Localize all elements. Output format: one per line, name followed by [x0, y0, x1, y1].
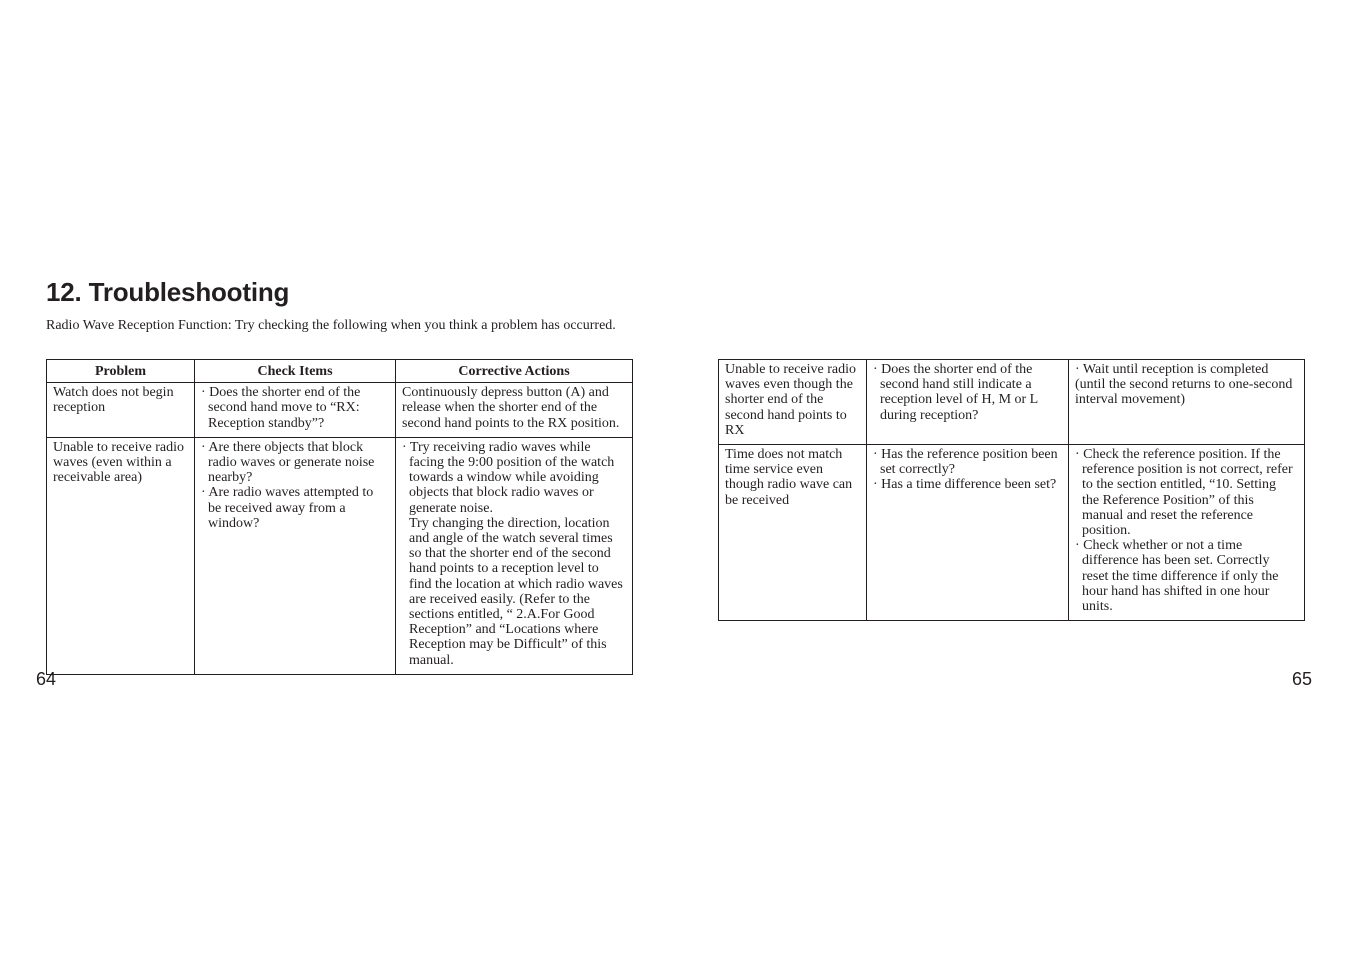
page-number-right: 65 [1292, 669, 1313, 689]
header-problem: Problem [47, 360, 195, 383]
header-check-items: Check Items [195, 360, 396, 383]
corrective-action-cell [396, 437, 633, 674]
corrective-action-cell: · Wait until reception is completed (until the second returns to one-second interval movement) [1069, 360, 1305, 445]
action-item: · Check the reference position. If the reference position is not correct, refer to the section entitled, “10. Setting the Reference Position” of this manual and reset the reference position. [1075, 447, 1293, 539]
problem-cell: Unable to receive radio waves (even within a receivable area) [47, 437, 195, 674]
intro-text: Radio Wave Reception Function: Try checking the following when you think a problem has occurred. [46, 318, 616, 333]
table-row [719, 445, 1305, 621]
page-title: 12. Troubleshooting [46, 277, 290, 307]
table-header-row [47, 360, 633, 383]
check-item: · Are radio waves attempted to be received away from a window? [201, 485, 374, 531]
table-row [47, 383, 633, 438]
table-row [47, 437, 633, 674]
troubleshooting-table-left [46, 359, 633, 675]
problem-cell: Time does not match time service even though radio wave can be received [719, 445, 867, 621]
page-number-left: 64 [36, 669, 57, 689]
check-item: · Has the reference position been set correctly? [873, 447, 1058, 478]
check-item: · Are there objects that block radio waves or generate noise nearby? [201, 439, 375, 486]
action-item: · Try receiving radio waves while facing the 9:00 position of the watch towards a window while avoiding objects that block radio waves or generate noise. [402, 439, 615, 516]
check-items-cell [195, 383, 396, 438]
corrective-action-cell: Continuously depress button (A) and release when the shorter end of the second hand points to the RX position. [396, 383, 633, 438]
table-row [719, 360, 1305, 445]
header-corrective-actions: Corrective Actions [396, 360, 633, 383]
action-continuation: Try changing the direction, location and angle of the watch several times so that the shorter end of the second hand points to a reception level to find the location at which radio waves are received easily. (Refer to the sections entitled, “ 2.A.For Good Reception” and “Locations where Reception may be Difficult” of this manual. [409, 515, 623, 668]
problem-cell: Unable to receive radio waves even though the shorter end of the second hand points to RX [719, 360, 867, 445]
check-item: · Does the shorter end of the second hand still indicate a reception level of H, M or L during reception? [873, 362, 1038, 423]
problem-cell: Watch does not begin reception [47, 383, 195, 438]
check-items-cell [195, 437, 396, 674]
troubleshooting-table-right [718, 359, 1305, 621]
corrective-action-cell [1069, 445, 1305, 621]
check-items-cell [867, 445, 1069, 621]
check-items-cell [867, 360, 1069, 445]
check-item: · Has a time difference been set? [873, 477, 1057, 493]
action-item: · Check whether or not a time difference has been set. Correctly reset the time difference if only the hour hand has shifted in one hour units. [1075, 538, 1279, 615]
check-item: · Does the shorter end of the second hand move to “RX: Reception standby”? [201, 385, 361, 431]
